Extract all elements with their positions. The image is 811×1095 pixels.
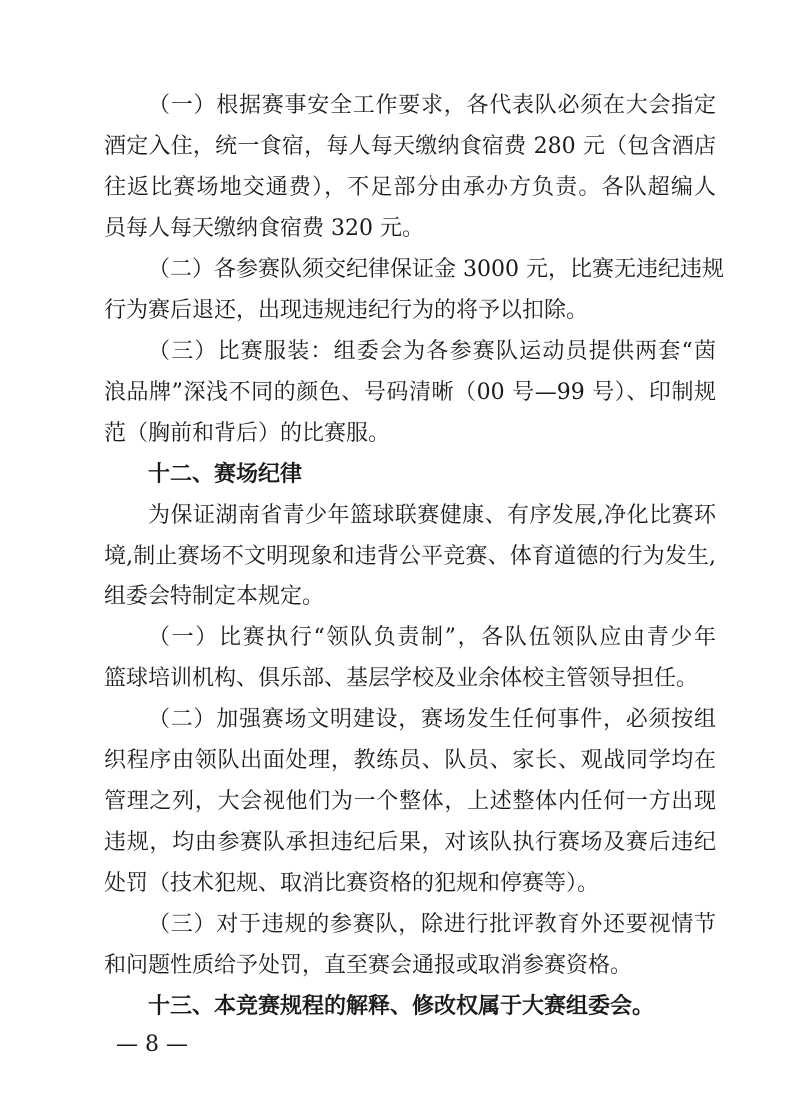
paragraph-line: 处罚（技术犯规、取消比赛资格的犯规和停赛等）。 <box>104 871 600 897</box>
paragraph-line: （一）根据赛事安全工作要求，各代表队必须在大会指定 <box>148 93 716 118</box>
paragraph-line: 和问题性质给予处罚，直至赛会通报或取消参赛资格。 <box>104 953 633 979</box>
paragraph-line: 范（胸前和背后）的比赛服。 <box>104 420 391 446</box>
paragraph-line: 织程序由领队出面处理，教练员、队员、家长、观战同学均在 <box>104 748 716 774</box>
paragraph-line: （二）各参赛队须交纪律保证金 3000 元，比赛无违纪违规 <box>148 256 724 282</box>
paragraph-line: 酒定入住，统一食宿，每人每天缴纳食宿费 280 元（包含酒店 <box>104 133 716 159</box>
paragraph-line: 浪品牌”深浅不同的颜色、号码清晰（00 号—99 号）、印制规 <box>104 379 716 405</box>
paragraph-line: 员每人每天缴纳食宿费 320 元。 <box>104 215 424 241</box>
paragraph-line: （三）比赛服装：组委会为各参赛队运动员提供两套“茵 <box>148 338 716 364</box>
paragraph-line: （二）加强赛场文明建设，赛场发生任何事件，必须按组 <box>148 707 716 733</box>
paragraph-line: 为保证湖南省青少年篮球联赛健康、有序发展,净化比赛环 <box>148 502 716 528</box>
paragraph-line: （一）比赛执行“领队负责制”，各队伍领队应由青少年 <box>148 625 716 651</box>
paragraph-line: 篮球培训机构、俱乐部、基层学校及业余体校主管领导担任。 <box>104 666 699 692</box>
paragraph-line: 违规，均由参赛队承担违纪后果，对该队执行赛场及赛后违纪 <box>104 830 716 856</box>
section-heading: 十三、本竞赛规程的解释、修改权属于大赛组委会。 <box>148 994 655 1020</box>
paragraph-line: 往返比赛场地交通费），不足部分由承办方负责。各队超编人 <box>104 174 716 200</box>
paragraph-line: （三）对于违规的参赛队，除进行批评教育外还要视情节 <box>148 912 716 938</box>
page-number: — 8 — <box>116 1032 188 1057</box>
paragraph-line: 行为赛后退还，出现违规违纪行为的将予以扣除。 <box>104 297 589 323</box>
paragraph-line: 组委会特制定本规定。 <box>104 584 325 610</box>
paragraph-line: 管理之列，大会视他们为一个整体，上述整体内任何一方出现 <box>104 789 716 815</box>
paragraph-line: 境,制止赛场不文明现象和违背公平竞赛、体育道德的行为发生, <box>104 543 716 569</box>
section-heading: 十二、赛场纪律 <box>148 461 303 487</box>
